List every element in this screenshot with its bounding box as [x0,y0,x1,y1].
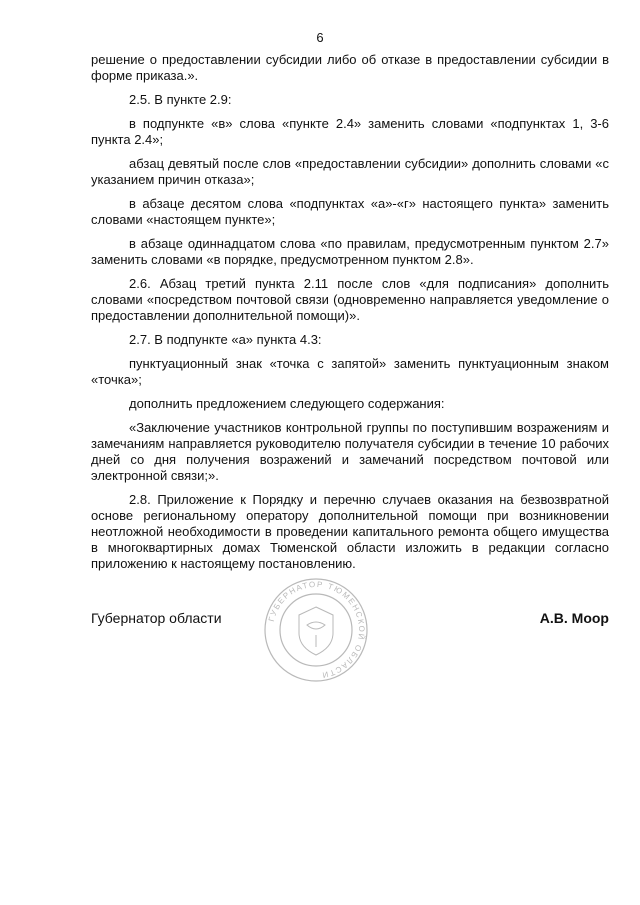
paragraph-2-7-punctuation: пунктуационный знак «точка с запятой» заменить пунктуационным знаком «точка»; [91,356,609,387]
paragraph-2-5: 2.5. В пункте 2.9: [129,92,232,107]
document-body [91,52,609,580]
paragraph-2-7-supplement: дополнить предложением следующего содержания: [129,396,445,411]
signer-title: Губернатор области [91,610,222,626]
seal-emblem [299,607,333,655]
paragraph-2-8: 2.8. Приложение к Порядку и перечню случаев оказания на безвозвратной основе региональному оператору дополнительной помощи при возникновении неотложной необходимости в проведении капитального ремонта общего имущества в многоквартирных домах Тюменской области изложить в редакции согласно приложению к настоящему постановлению. [91,492,609,571]
official-seal-icon [263,577,369,683]
paragraph-2-6: 2.6. Абзац третий пункта 2.11 после слов «для подписания» дополнить словами «посредством почтовой связи (одновременно направляется уведомление о предоставлении дополнительной помощи)». [91,276,609,323]
paragraph-2-5-abzac-9: абзац девятый после слов «предоставлении субсидии» дополнить словами «с указанием причин отказа»; [91,156,609,187]
page-number: 6 [316,30,324,45]
seal-rings [265,579,367,681]
paragraph-2-5-abzac-10: в абзаце десятом слова «подпунктах «а»-«г» настоящего пункта» заменить словами «настоящем пункте»; [91,196,609,227]
paragraph-2-5-abzac-11: в абзаце одиннадцатом слова «по правилам, предусмотренным пунктом 2.7» заменить словами «в порядке, предусмотренном пунктом 2.8». [91,236,609,267]
paragraph-2-5-item-v: в подпункте «в» слова «пункте 2.4» заменить словами «подпунктах 1, 3-6 пункта 2.4»; [91,116,609,147]
paragraph-2-7-quote: «Заключение участников контрольной группы по поступившим возражениям и замечаниям направляется руководителю получателя субсидии в течение 10 рабочих дней со дня получения возражений и замечаний посредством почтовой или электронной связи;». [91,420,609,483]
seal-ring-text: ГУБЕРНАТОР ТЮМЕНСКОЙ ОБЛАСТИ [266,579,367,680]
signer-name: А.В. Моор [539,610,609,626]
paragraph-2-7: 2.7. В подпункте «а» пункта 4.3: [129,332,322,347]
paragraph-continuation: решение о предоставлении субсидии либо об отказе в предоставлении субсидии в форме приказа.». [91,52,609,83]
